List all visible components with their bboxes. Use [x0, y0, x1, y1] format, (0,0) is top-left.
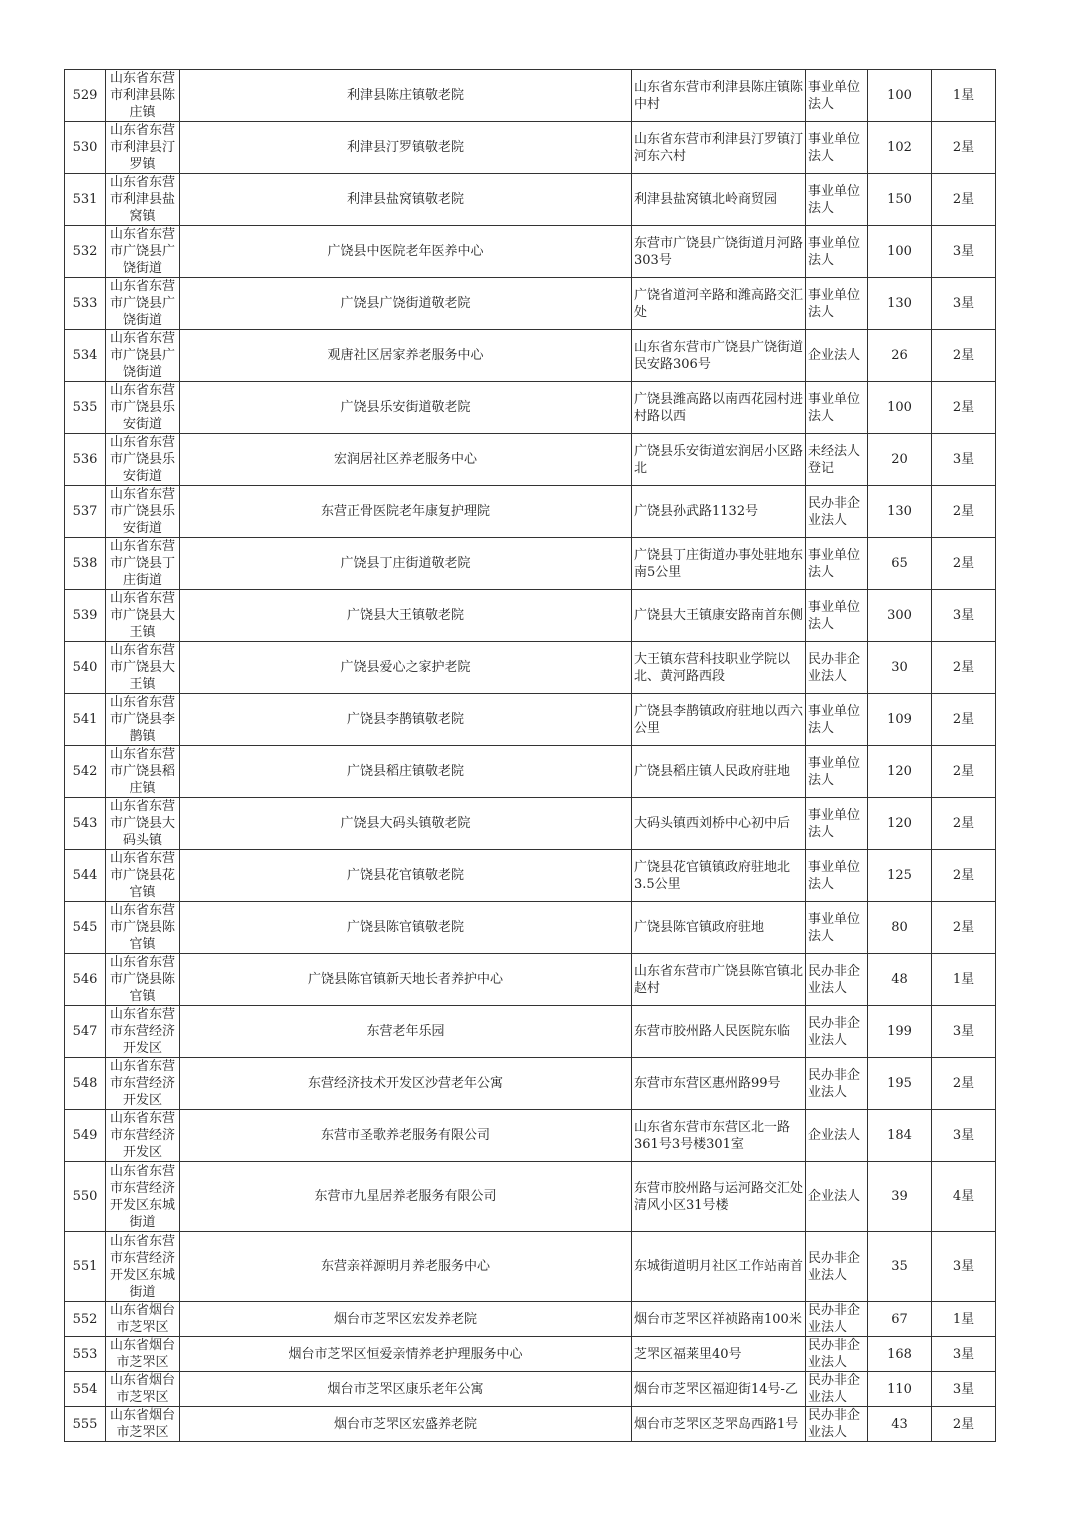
row-number: 553	[65, 1337, 106, 1372]
table-row	[65, 174, 996, 226]
row-number: 550	[65, 1162, 106, 1232]
institution-name-cell: 烟台市芝罘区恒爱亲情养老护理服务中心	[180, 1337, 632, 1372]
region-cell: 山东省东营市广饶县乐安街道	[106, 486, 180, 538]
address-cell: 利津县盐窝镇北岭商贸园	[632, 174, 806, 226]
star-rating-cell: 3星	[932, 590, 996, 642]
region-cell: 山东省东营市广饶县广饶街道	[106, 278, 180, 330]
beds-cell: 195	[868, 1058, 932, 1110]
legal-type-cell: 事业单位法人	[806, 590, 868, 642]
institution-name-cell: 广饶县爱心之家护老院	[180, 642, 632, 694]
row-number: 545	[65, 902, 106, 954]
region-cell: 山东省东营市广饶县陈官镇	[106, 902, 180, 954]
beds-cell: 130	[868, 278, 932, 330]
legal-type-cell: 事业单位法人	[806, 902, 868, 954]
institution-name-cell: 东营老年乐园	[180, 1006, 632, 1058]
legal-type-cell: 事业单位法人	[806, 122, 868, 174]
row-number: 546	[65, 954, 106, 1006]
address-cell: 大王镇东营科技职业学院以北、黄河路西段	[632, 642, 806, 694]
institution-name-cell: 广饶县大码头镇敬老院	[180, 798, 632, 850]
table-row	[65, 226, 996, 278]
address-cell: 东城街道明月社区工作站南首	[632, 1232, 806, 1302]
institution-name-cell: 广饶县花官镇敬老院	[180, 850, 632, 902]
region-cell: 山东省烟台市芝罘区	[106, 1302, 180, 1337]
star-rating-cell: 1星	[932, 1302, 996, 1337]
beds-cell: 125	[868, 850, 932, 902]
legal-type-cell: 事业单位法人	[806, 798, 868, 850]
star-rating-cell: 2星	[932, 850, 996, 902]
table-row	[65, 1407, 996, 1442]
region-cell: 山东省东营市东营经济开发区东城街道	[106, 1162, 180, 1232]
institution-name-cell: 广饶县李鹊镇敬老院	[180, 694, 632, 746]
address-cell: 广饶县乐安街道宏润居小区路北	[632, 434, 806, 486]
table-row	[65, 590, 996, 642]
region-cell: 山东省东营市利津县陈庄镇	[106, 70, 180, 122]
institution-name-cell: 利津县汀罗镇敬老院	[180, 122, 632, 174]
table-row	[65, 902, 996, 954]
row-number: 538	[65, 538, 106, 590]
region-cell: 山东省东营市广饶县陈官镇	[106, 954, 180, 1006]
star-rating-cell: 2星	[932, 174, 996, 226]
region-cell: 山东省东营市广饶县大码头镇	[106, 798, 180, 850]
star-rating-cell: 2星	[932, 1407, 996, 1442]
row-number: 530	[65, 122, 106, 174]
address-cell: 山东省东营市利津县汀罗镇汀河东六村	[632, 122, 806, 174]
row-number: 536	[65, 434, 106, 486]
region-cell: 山东省东营市东营经济开发区	[106, 1110, 180, 1162]
legal-type-cell: 企业法人	[806, 1110, 868, 1162]
star-rating-cell: 2星	[932, 798, 996, 850]
institution-name-cell: 东营市九星居养老服务有限公司	[180, 1162, 632, 1232]
region-cell: 山东省东营市广饶县李鹊镇	[106, 694, 180, 746]
legal-type-cell: 民办非企业法人	[806, 1407, 868, 1442]
institution-name-cell: 广饶县广饶街道敬老院	[180, 278, 632, 330]
legal-type-cell: 事业单位法人	[806, 746, 868, 798]
star-rating-cell: 2星	[932, 694, 996, 746]
row-number: 543	[65, 798, 106, 850]
table-row	[65, 70, 996, 122]
table-row	[65, 538, 996, 590]
region-cell: 山东省烟台市芝罘区	[106, 1337, 180, 1372]
beds-cell: 48	[868, 954, 932, 1006]
address-cell: 东营市东营区惠州路99号	[632, 1058, 806, 1110]
row-number: 537	[65, 486, 106, 538]
star-rating-cell: 2星	[932, 642, 996, 694]
star-rating-cell: 2星	[932, 486, 996, 538]
star-rating-cell: 3星	[932, 1006, 996, 1058]
address-cell: 广饶县花官镇镇政府驻地北3.5公里	[632, 850, 806, 902]
table-row	[65, 642, 996, 694]
table-row	[65, 746, 996, 798]
region-cell: 山东省东营市广饶县大王镇	[106, 590, 180, 642]
institution-name-cell: 东营正骨医院老年康复护理院	[180, 486, 632, 538]
legal-type-cell: 事业单位法人	[806, 70, 868, 122]
legal-type-cell: 事业单位法人	[806, 226, 868, 278]
star-rating-cell: 4星	[932, 1162, 996, 1232]
star-rating-cell: 3星	[932, 1110, 996, 1162]
institution-name-cell: 广饶县稻庄镇敬老院	[180, 746, 632, 798]
beds-cell: 20	[868, 434, 932, 486]
star-rating-cell: 1星	[932, 954, 996, 1006]
legal-type-cell: 民办非企业法人	[806, 1302, 868, 1337]
institution-name-cell: 广饶县大王镇敬老院	[180, 590, 632, 642]
table-row	[65, 1372, 996, 1407]
nursing-home-table	[64, 69, 996, 1442]
address-cell: 烟台市芝罘区芝罘岛西路1号	[632, 1407, 806, 1442]
legal-type-cell: 民办非企业法人	[806, 1337, 868, 1372]
star-rating-cell: 3星	[932, 434, 996, 486]
table-row	[65, 486, 996, 538]
star-rating-cell: 2星	[932, 330, 996, 382]
table-row	[65, 434, 996, 486]
region-cell: 山东省东营市利津县汀罗镇	[106, 122, 180, 174]
beds-cell: 199	[868, 1006, 932, 1058]
address-cell: 烟台市芝罘区祥祯路南100米	[632, 1302, 806, 1337]
institution-name-cell: 广饶县中医院老年医养中心	[180, 226, 632, 278]
table-row	[65, 1006, 996, 1058]
address-cell: 芝罘区福莱里40号	[632, 1337, 806, 1372]
beds-cell: 110	[868, 1372, 932, 1407]
institution-name-cell: 利津县陈庄镇敬老院	[180, 70, 632, 122]
row-number: 531	[65, 174, 106, 226]
row-number: 532	[65, 226, 106, 278]
beds-cell: 65	[868, 538, 932, 590]
address-cell: 山东省东营市广饶县陈官镇北赵村	[632, 954, 806, 1006]
row-number: 555	[65, 1407, 106, 1442]
star-rating-cell: 2星	[932, 122, 996, 174]
address-cell: 山东省东营市广饶县广饶街道民安路306号	[632, 330, 806, 382]
region-cell: 山东省东营市东营经济开发区	[106, 1058, 180, 1110]
legal-type-cell: 事业单位法人	[806, 694, 868, 746]
table-row	[65, 382, 996, 434]
beds-cell: 300	[868, 590, 932, 642]
legal-type-cell: 事业单位法人	[806, 382, 868, 434]
table-row	[65, 330, 996, 382]
star-rating-cell: 1星	[932, 70, 996, 122]
row-number: 554	[65, 1372, 106, 1407]
beds-cell: 26	[868, 330, 932, 382]
institution-name-cell: 宏润居社区养老服务中心	[180, 434, 632, 486]
star-rating-cell: 3星	[932, 226, 996, 278]
region-cell: 山东省东营市广饶县乐安街道	[106, 382, 180, 434]
star-rating-cell: 2星	[932, 746, 996, 798]
region-cell: 山东省东营市广饶县大王镇	[106, 642, 180, 694]
address-cell: 大码头镇西刘桥中心初中后	[632, 798, 806, 850]
legal-type-cell: 民办非企业法人	[806, 1058, 868, 1110]
beds-cell: 80	[868, 902, 932, 954]
address-cell: 广饶县李鹊镇政府驻地以西六公里	[632, 694, 806, 746]
star-rating-cell: 2星	[932, 1058, 996, 1110]
beds-cell: 100	[868, 382, 932, 434]
table-row	[65, 1058, 996, 1110]
legal-type-cell: 民办非企业法人	[806, 486, 868, 538]
institution-name-cell: 东营亲祥源明月养老服务中心	[180, 1232, 632, 1302]
region-cell: 山东省东营市东营经济开发区	[106, 1006, 180, 1058]
table-row	[65, 1162, 996, 1232]
row-number: 533	[65, 278, 106, 330]
legal-type-cell: 企业法人	[806, 330, 868, 382]
star-rating-cell: 3星	[932, 1232, 996, 1302]
address-cell: 东营市广饶县广饶街道月河路303号	[632, 226, 806, 278]
table-row	[65, 850, 996, 902]
row-number: 551	[65, 1232, 106, 1302]
region-cell: 山东省东营市广饶县丁庄街道	[106, 538, 180, 590]
beds-cell: 30	[868, 642, 932, 694]
region-cell: 山东省烟台市芝罘区	[106, 1372, 180, 1407]
region-cell: 山东省东营市广饶县花官镇	[106, 850, 180, 902]
institution-name-cell: 观唐社区居家养老服务中心	[180, 330, 632, 382]
beds-cell: 39	[868, 1162, 932, 1232]
row-number: 547	[65, 1006, 106, 1058]
row-number: 535	[65, 382, 106, 434]
table-row	[65, 694, 996, 746]
legal-type-cell: 民办非企业法人	[806, 1232, 868, 1302]
table-body	[65, 70, 996, 1442]
beds-cell: 150	[868, 174, 932, 226]
legal-type-cell: 民办非企业法人	[806, 1372, 868, 1407]
star-rating-cell: 3星	[932, 1337, 996, 1372]
beds-cell: 109	[868, 694, 932, 746]
beds-cell: 168	[868, 1337, 932, 1372]
table-row	[65, 1232, 996, 1302]
institution-name-cell: 广饶县乐安街道敬老院	[180, 382, 632, 434]
row-number: 542	[65, 746, 106, 798]
address-cell: 山东省东营市利津县陈庄镇陈中村	[632, 70, 806, 122]
institution-name-cell: 东营市圣歌养老服务有限公司	[180, 1110, 632, 1162]
address-cell: 广饶省道河辛路和潍高路交汇处	[632, 278, 806, 330]
institution-name-cell: 烟台市芝罘区宏发养老院	[180, 1302, 632, 1337]
region-cell: 山东省东营市广饶县稻庄镇	[106, 746, 180, 798]
beds-cell: 120	[868, 746, 932, 798]
address-cell: 广饶县陈官镇政府驻地	[632, 902, 806, 954]
institution-name-cell: 广饶县陈官镇新天地长者养护中心	[180, 954, 632, 1006]
beds-cell: 43	[868, 1407, 932, 1442]
address-cell: 广饶县孙武路1132号	[632, 486, 806, 538]
address-cell: 广饶县稻庄镇人民政府驻地	[632, 746, 806, 798]
row-number: 529	[65, 70, 106, 122]
row-number: 549	[65, 1110, 106, 1162]
table-row	[65, 798, 996, 850]
legal-type-cell: 民办非企业法人	[806, 1006, 868, 1058]
institution-name-cell: 东营经济技术开发区沙营老年公寓	[180, 1058, 632, 1110]
star-rating-cell: 2星	[932, 902, 996, 954]
table-row	[65, 1337, 996, 1372]
star-rating-cell: 3星	[932, 278, 996, 330]
legal-type-cell: 民办非企业法人	[806, 642, 868, 694]
row-number: 552	[65, 1302, 106, 1337]
star-rating-cell: 2星	[932, 538, 996, 590]
legal-type-cell: 未经法人登记	[806, 434, 868, 486]
beds-cell: 102	[868, 122, 932, 174]
legal-type-cell: 事业单位法人	[806, 278, 868, 330]
institution-name-cell: 利津县盐窝镇敬老院	[180, 174, 632, 226]
address-cell: 广饶县丁庄街道办事处驻地东南5公里	[632, 538, 806, 590]
address-cell: 东营市胶州路与运河路交汇处清风小区31号楼	[632, 1162, 806, 1232]
address-cell: 东营市胶州路人民医院东临	[632, 1006, 806, 1058]
address-cell: 广饶县大王镇康安路南首东侧	[632, 590, 806, 642]
beds-cell: 35	[868, 1232, 932, 1302]
address-cell: 广饶县潍高路以南西花园村进村路以西	[632, 382, 806, 434]
beds-cell: 120	[868, 798, 932, 850]
star-rating-cell: 3星	[932, 1372, 996, 1407]
region-cell: 山东省烟台市芝罘区	[106, 1407, 180, 1442]
region-cell: 山东省东营市广饶县乐安街道	[106, 434, 180, 486]
beds-cell: 100	[868, 226, 932, 278]
beds-cell: 184	[868, 1110, 932, 1162]
row-number: 544	[65, 850, 106, 902]
legal-type-cell: 民办非企业法人	[806, 954, 868, 1006]
beds-cell: 130	[868, 486, 932, 538]
table-row	[65, 1302, 996, 1337]
institution-name-cell: 广饶县丁庄街道敬老院	[180, 538, 632, 590]
legal-type-cell: 事业单位法人	[806, 174, 868, 226]
row-number: 548	[65, 1058, 106, 1110]
row-number: 539	[65, 590, 106, 642]
region-cell: 山东省东营市广饶县广饶街道	[106, 330, 180, 382]
row-number: 534	[65, 330, 106, 382]
institution-name-cell: 广饶县陈官镇敬老院	[180, 902, 632, 954]
table-row	[65, 122, 996, 174]
address-cell: 山东省东营市东营区北一路361号3号楼301室	[632, 1110, 806, 1162]
table-row	[65, 278, 996, 330]
legal-type-cell: 事业单位法人	[806, 850, 868, 902]
region-cell: 山东省东营市东营经济开发区东城街道	[106, 1232, 180, 1302]
legal-type-cell: 企业法人	[806, 1162, 868, 1232]
institution-name-cell: 烟台市芝罘区康乐老年公寓	[180, 1372, 632, 1407]
beds-cell: 100	[868, 70, 932, 122]
row-number: 541	[65, 694, 106, 746]
institution-name-cell: 烟台市芝罘区宏盛养老院	[180, 1407, 632, 1442]
star-rating-cell: 2星	[932, 382, 996, 434]
table-row	[65, 1110, 996, 1162]
legal-type-cell: 事业单位法人	[806, 538, 868, 590]
table-row	[65, 954, 996, 1006]
beds-cell: 67	[868, 1302, 932, 1337]
region-cell: 山东省东营市广饶县广饶街道	[106, 226, 180, 278]
address-cell: 烟台市芝罘区福迎街14号-乙	[632, 1372, 806, 1407]
region-cell: 山东省东营市利津县盐窝镇	[106, 174, 180, 226]
row-number: 540	[65, 642, 106, 694]
